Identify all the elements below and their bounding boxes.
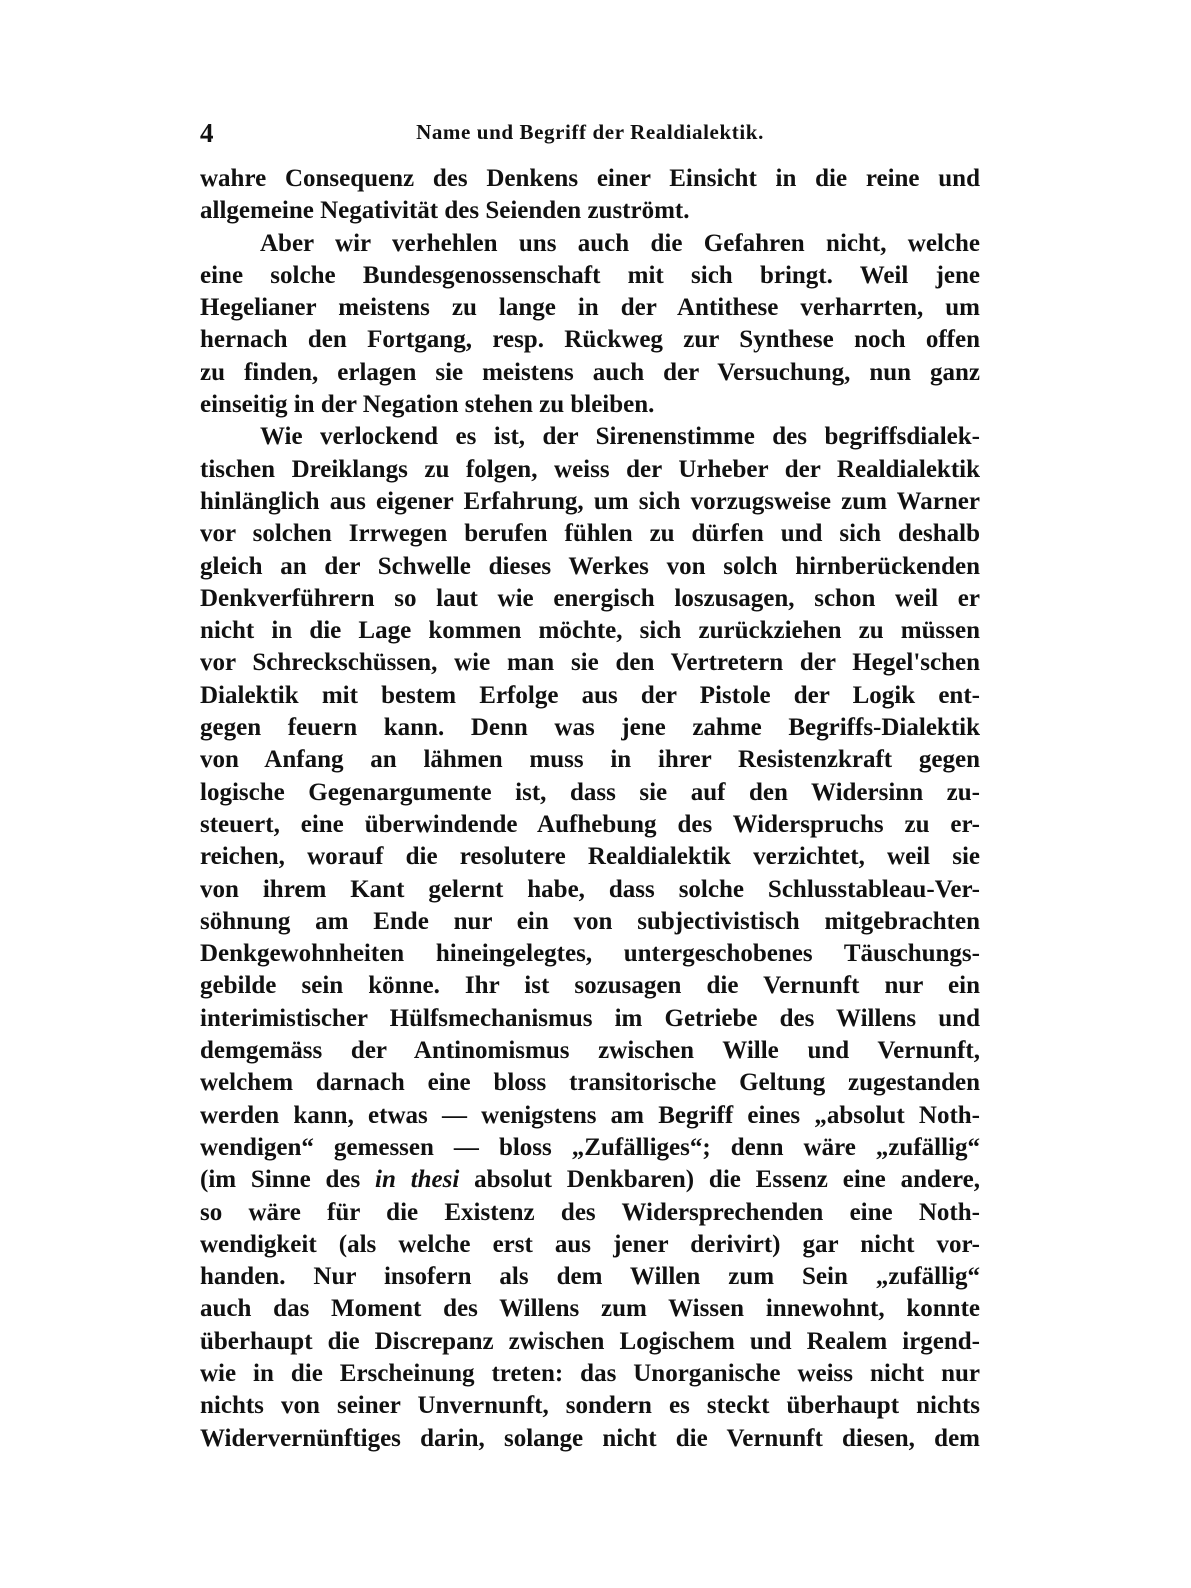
text-line: interimistischer Hülfsmechanismus im Getriebe des Willens und (200, 1004, 980, 1032)
text-line: gleich an der Schwelle dieses Werkes von solch hirnberückenden (200, 552, 980, 580)
text-line: hernach den Fortgang, resp. Rückweg zur Synthese noch offen (200, 326, 980, 354)
text-line: Hegelianer meistens zu lange in der Antithese verharrten, um (200, 294, 980, 322)
text-line: (im Sinne des in thesi absolut Denkbaren) die Essenz eine andere, (200, 1166, 980, 1194)
text-line: welchem darnach eine bloss transitorische Geltung zugestanden (200, 1069, 980, 1097)
italic-phrase: in thesi (375, 1166, 460, 1194)
page-header (200, 118, 980, 148)
text-line: söhnung am Ende nur ein von subjectivistisch mitgebrachten (200, 907, 980, 935)
running-title: Name und Begriff der Realdialektik. (416, 120, 764, 144)
text-line: nichts von seiner Unvernunft, sondern es steckt überhaupt nichts (200, 1392, 980, 1420)
text-line: vor Schreckschüssen, wie man sie den Vertretern der Hegel'schen (200, 649, 980, 677)
text-line: Denkgewohnheiten hineingelegtes, untergeschobenes Täuschungs- (200, 940, 980, 968)
text-line: steuert, eine überwindende Aufhebung des Widerspruchs zu er- (200, 810, 980, 838)
page-number: 4 (200, 118, 214, 148)
text-line: vor solchen Irrwegen berufen fühlen zu dürfen und sich deshalb (200, 520, 980, 548)
text-line: wahre Consequenz des Denkens einer Einsicht in die reine und (200, 165, 980, 192)
text-line: einseitig in der Negation stehen zu bleiben. (200, 391, 655, 419)
text-line: gegen feuern kann. Denn was jene zahme Begriffs-Dialektik (200, 714, 980, 742)
text-line: gebilde sein könne. Ihr ist sozusagen die Vernunft nur ein (200, 972, 980, 1000)
text-line: Wie verlockend es ist, der Sirenenstimme des begriffsdialek- (260, 423, 980, 451)
body-text (200, 163, 980, 1455)
text-line: handen. Nur insofern als dem Willen zum Sein „zufällig“ (200, 1263, 980, 1291)
text-line: wendigen“ gemessen — bloss „Zufälliges“; denn wäre „zufällig“ (200, 1133, 980, 1161)
text-line: von Anfang an lähmen muss in ihrer Resistenzkraft gegen (200, 746, 980, 774)
text-line: wie in die Erscheinung treten: das Unorganische weiss nicht nur (200, 1359, 980, 1387)
text-line: Dialektik mit bestem Erfolge aus der Pistole der Logik ent- (200, 681, 980, 709)
text-line: hinlänglich aus eigener Erfahrung, um sich vorzugsweise zum Warner (200, 487, 980, 515)
text-line: überhaupt die Discrepanz zwischen Logischem und Realem irgend- (200, 1327, 980, 1355)
text-line: logische Gegenargumente ist, dass sie auf den Widersinn zu- (200, 778, 980, 806)
text-line: werden kann, etwas — wenigstens am Begriff eines „absolut Noth- (200, 1101, 980, 1129)
text-line: Denkverführern so laut wie energisch loszusagen, schon weil er (200, 584, 980, 612)
text-line: wendigkeit (als welche erst aus jener derivirt) gar nicht vor- (200, 1230, 980, 1258)
text-line: tischen Dreiklangs zu folgen, weiss der Urheber der Realdialektik (200, 455, 980, 483)
text-line: auch das Moment des Willens zum Wissen innewohnt, konnte (200, 1295, 980, 1323)
text-line: Aber wir verhehlen uns auch die Gefahren nicht, welche (260, 229, 980, 257)
text-line: von ihrem Kant gelernt habe, dass solche Schlusstableau-Ver- (200, 875, 980, 903)
text-line: zu finden, erlagen sie meistens auch der Versuchung, nun ganz (200, 358, 980, 386)
text-line: allgemeine Negativität des Seienden zuströmt. (200, 197, 690, 225)
text-line: nicht in die Lage kommen möchte, sich zurückziehen zu müssen (200, 617, 980, 645)
text-line: reichen, worauf die resolutere Realdialektik verzichtet, weil sie (200, 843, 980, 871)
text-line: Widervernünftiges darin, solange nicht die Vernunft diesen, dem (200, 1424, 980, 1452)
text-line: so wäre für die Existenz des Widersprechenden eine Noth- (200, 1198, 980, 1226)
text-line: eine solche Bundesgenossenschaft mit sich bringt. Weil jene (200, 261, 980, 289)
text-line: demgemäss der Antinomismus zwischen Wille und Vernunft, (200, 1037, 980, 1065)
